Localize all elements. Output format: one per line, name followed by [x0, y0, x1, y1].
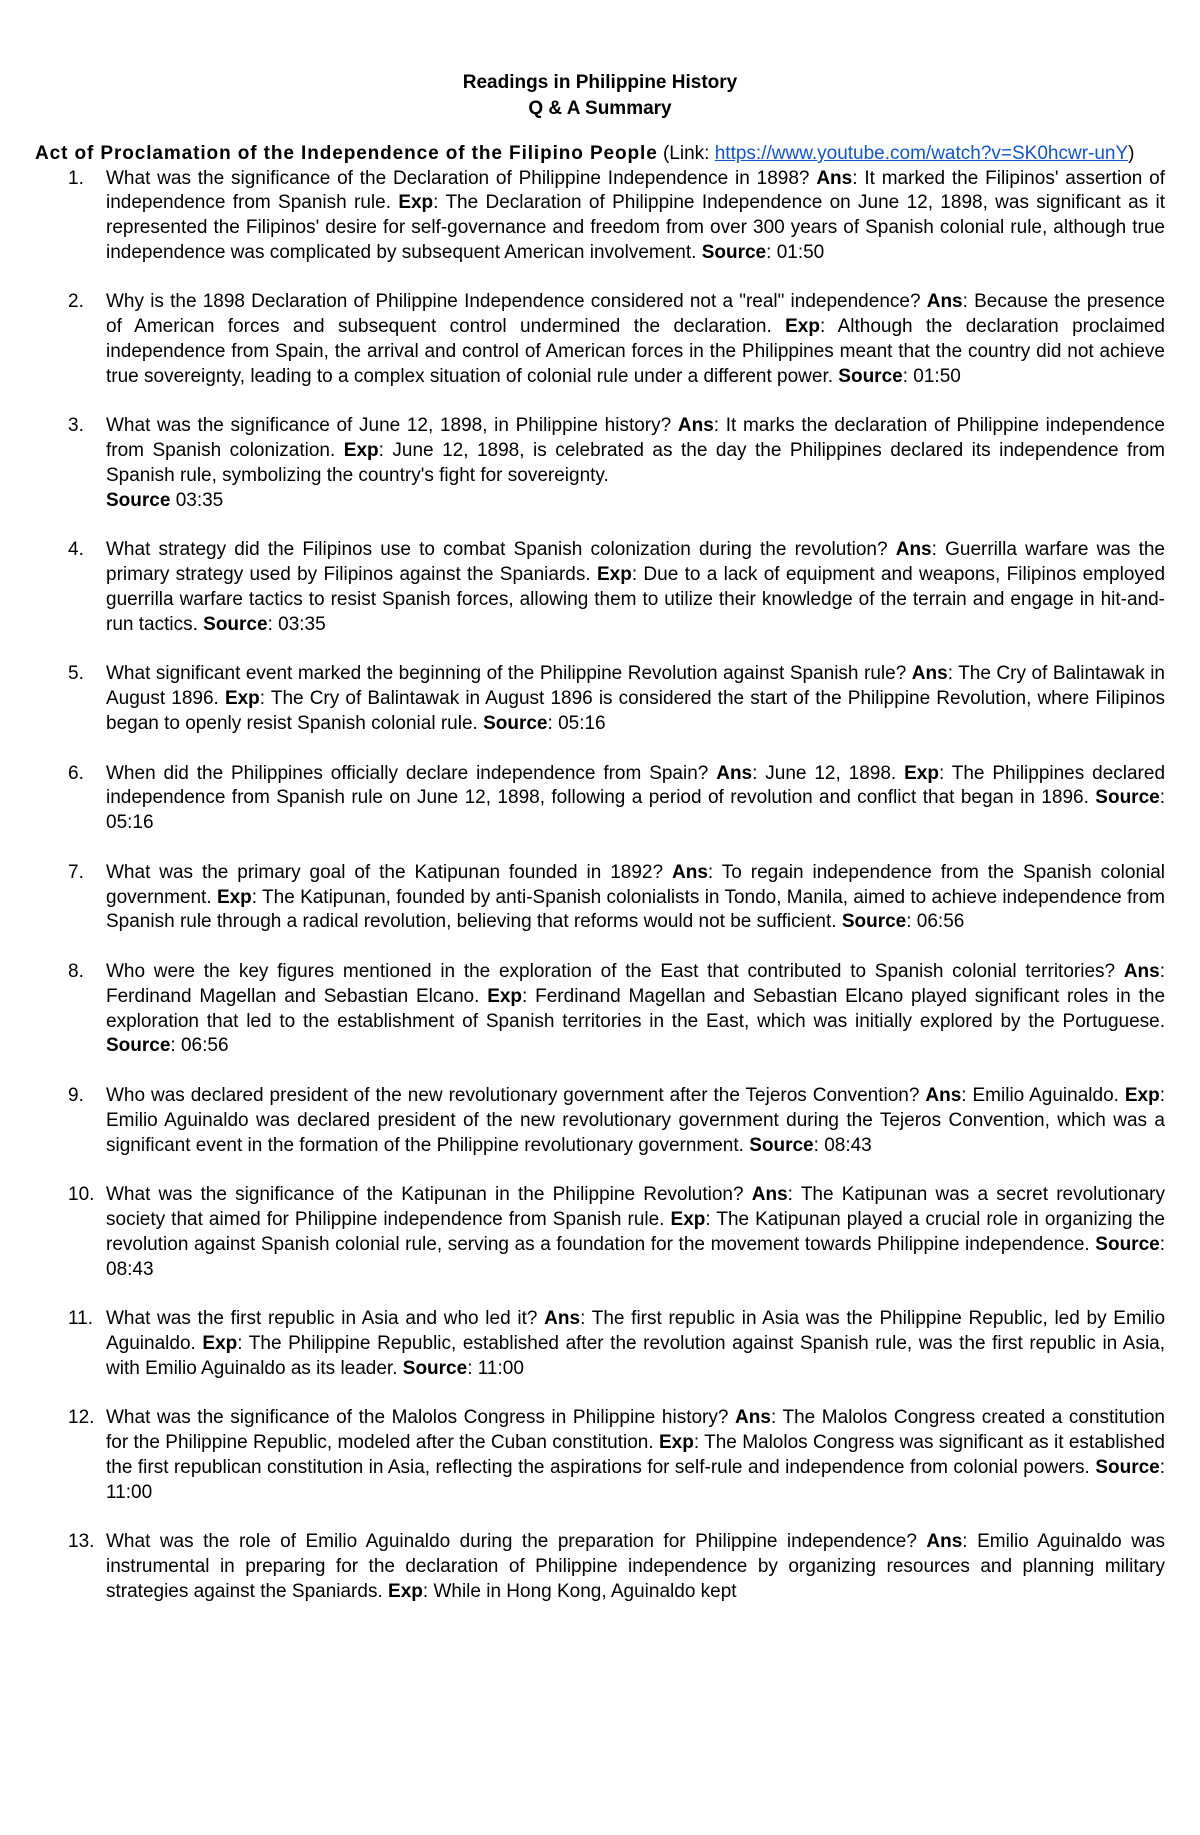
question-text: What was the primary goal of the Katipunan founded in 1892? [106, 861, 664, 883]
answer-label: Ans [911, 663, 948, 685]
answer-text: The Katipunan was a secret revolutionary society that aimed for Philippine independence from Spanish rule. [106, 1184, 1165, 1230]
source-ref: Source: 05:16 [483, 713, 606, 735]
explanation-label: Exp [202, 1332, 238, 1354]
source-timestamp: 03:35 [175, 489, 224, 511]
item-number: 9. [68, 1084, 84, 1106]
answer-text: It marks the declaration of Philippine independence from Spanish colonization. [106, 415, 1165, 462]
answer-text: Emilio Aguinaldo was instrumental in preparing for the declaration of Philippine independence by organizing resources and planning military strategies against the Spaniards. [106, 1531, 1166, 1602]
answer-label: Ans [816, 167, 853, 189]
item-number: 7. [68, 861, 84, 883]
source-ref: Source: 08:43 [106, 1233, 1165, 1280]
explanation-text: The Philippines declared independence from Spanish rule on June 12, 1898, following a period of revolution and conflict that began in 1896. [106, 762, 1166, 809]
explanation-text: The Philippine Republic, established after the revolution against Spanish rule, was the first republic in Asia, with Emilio Aguinaldo as its leader. [106, 1332, 1166, 1379]
question-text: Why is the 1898 Declaration of Philippine Independence considered not a "real" independence? [106, 291, 921, 313]
source-ref: Source: 03:35 [203, 613, 326, 635]
source-timestamp: 06:56 [916, 911, 965, 933]
answer-label: Ans [672, 861, 708, 883]
item-number: 2. [68, 291, 84, 313]
answer-label: Ans [751, 1184, 788, 1206]
source-ref: Source: 11:00 [402, 1357, 524, 1379]
explanation-label: Exp [224, 688, 260, 710]
source-ref: Source: 08:43 [749, 1134, 872, 1156]
explanation-label: Exp [398, 192, 434, 214]
source-label: Source [1095, 1456, 1160, 1478]
answer-text: Guerrilla warfare was the primary strategy used by Filipinos against the Spaniards. [106, 539, 1165, 586]
answer-label: Ans [895, 539, 932, 561]
source-label: Source [402, 1357, 468, 1379]
qa-item: 10. What was the significance of the Katipunan in the Philippine Revolution? Ans: The Katipunan was a secret revolutionary society that aimed for Philippine independence from Spanish rule. Exp: The Katipunan played a crucial role in organizing the revolution against Spanish colonial rule, serving as a foundation for the movement towards Philippine independence. Source: 08:43 [68, 1184, 1165, 1280]
explanation-label: Exp [785, 316, 820, 338]
explanation-text: The Malolos Congress was significant as it established the first republican constitution in Asia, reflecting the aspirations for self-rule and independence from colonial powers. [106, 1432, 1165, 1478]
explanation-text: The Declaration of Philippine Independence on June 12, 1898, was significant as it represented the Filipinos' desire for self-governance and freedom from over 300 years of Spanish colonial rule, although true independence was complicated by subsequent American involvement. [106, 192, 1165, 263]
video-link[interactable]: https://www.youtube.com/watch?v=SK0hcwr-unY [714, 143, 1129, 164]
qa-item: 1. What was the significance of the Declaration of Philippine Independence in 1898? Ans: It marked the Filipinos' assertion of independence from Spanish rule. Exp: The Declaration of Philippine Independence on June 12, 1898, was significant as it represented the Filipinos' desire for self-governance and freedom from over 300 years of Spanish colonial rule, although true independence was complicated by subsequent American involvement. Source: 01:50 [68, 167, 1166, 263]
explanation-text: Due to a lack of equipment and weapons, Filipinos employed guerrilla warfare tactics to resist Spanish forces, allowing them to utilize their knowledge of the terrain and engage in hit-and-run tactics. [106, 564, 1166, 635]
explanation-label: Exp [1124, 1084, 1160, 1106]
question-text: What was the significance of June 12, 1898, in Philippine history? [106, 415, 672, 437]
section-title: Act of Proclamation of the Independence of the Filipino People [35, 143, 658, 164]
answer-text: To regain independence from the Spanish colonial government. [106, 861, 1166, 908]
qa-item: 11. What was the first republic in Asia and who led it? Ans: The first republic in Asia was the Philippine Republic, led by Emilio Aguinaldo. Exp: The Philippine Republic, established after the revolution against Spanish rule, was the first republic in Asia, with Emilio Aguinaldo as its leader. Source: 11:00 [68, 1308, 1166, 1379]
link-suffix: ) [1128, 143, 1135, 164]
qa-item: 4. What strategy did the Filipinos use to combat Spanish colonization during the revolution? Ans: Guerrilla warfare was the primary strategy used by Filipinos against the Spaniards. Exp: Due to a lack of equipment and weapons, Filipinos employed guerrilla warfare tactics to resist Spanish forces, allowing them to utilize their knowledge of the terrain and engage in hit-and-run tactics. Source: 03:35 [68, 539, 1166, 635]
explanation-label: Exp [487, 985, 523, 1007]
source-ref: Source: 11:00 [106, 1456, 1166, 1503]
explanation-text: Although the declaration proclaimed independence from Spain, the arrival and control of American forces in the Philippines meant that the country did not achieve true sovereignty, leading to a complex situation of colonial rule under a different power. [106, 316, 1165, 387]
item-number: 10. [68, 1184, 95, 1206]
item-number: 11. [68, 1308, 94, 1330]
item-number: 5. [68, 663, 84, 685]
source-timestamp: 01:50 [913, 365, 961, 387]
explanation-text: The Cry of Balintawak in August 1896 is considered the start of the Philippine Revolution, where Filipinos began to openly resist Spanish colonial rule. [106, 688, 1166, 735]
source-label: Source [749, 1134, 814, 1156]
source-ref: Source: 01:50 [838, 365, 961, 387]
item-number: 8. [68, 961, 84, 982]
explanation-text: The Katipunan, founded by anti-Spanish colonialists in Tondo, Manila, aimed to achieve independence from Spanish rule through a radical revolution, believing that reforms would not be sufficient. [106, 886, 1166, 933]
answer-text: Ferdinand Magellan and Sebastian Elcano. [106, 985, 480, 1007]
source-label: Source [483, 713, 548, 735]
explanation-label: Exp [388, 1580, 423, 1602]
question-text: What significant event marked the beginning of the Philippine Revolution against Spanish rule? [106, 663, 907, 685]
answer-text: Because the presence of American forces and subsequent control undermined the declaration. [106, 291, 1166, 338]
qa-item: 3. What was the significance of June 12, 1898, in Philippine history? Ans: It marks the declaration of Philippine independence from Spanish colonization. Exp: June 12, 1898, is celebrated as the day the Philippines declared its independence from Spanish rule, symbolizing the country's fight for sovereignty. Source 03:35 [35, 414, 1165, 513]
source-label: Source [106, 1035, 171, 1057]
explanation-text: June 12, 1898, is celebrated as the day the Philippines declared its independence from Spanish rule, symbolizing the country's fight for sovereignty. [106, 440, 1166, 487]
explanation-label: Exp [904, 762, 939, 784]
qa-item: 5. What significant event marked the beginning of the Philippine Revolution against Spanish rule? Ans: The Cry of Balintawak in August 1896. Exp: The Cry of Balintawak in August 1896 is considered the start of the Philippine Revolution, where Filipinos began to openly resist Spanish colonial rule. Source: 05:16 [68, 663, 1166, 735]
qa-item: 7. What was the primary goal of the Katipunan founded in 1892? Ans: To regain independence from the Spanish colonial government. Exp: The Katipunan, founded by anti-Spanish colonialists in Tondo, Manila, aimed to achieve independence from Spanish rule through a radical revolution, believing that reforms would not be sufficient. Source: 06:56 [68, 861, 1166, 933]
answer-label: Ans [544, 1308, 581, 1330]
source-timestamp: 05:16 [106, 812, 154, 834]
answer-text: The first republic in Asia was the Philippine Republic, led by Emilio Aguinaldo. [106, 1308, 1166, 1354]
item-number: 6. [68, 762, 84, 784]
question-text: What strategy did the Filipinos use to combat Spanish colonization during the revolution? [106, 539, 888, 561]
document-page [35, 70, 1165, 1630]
qa-item: 2. Why is the 1898 Declaration of Philippine Independence considered not a "real" independence? Ans: Because the presence of American forces and subsequent control undermined the declaration. Exp: Although the declaration proclaimed independence from Spain, the arrival and control of American forces in the Philippines meant that the country did not achieve true sovereignty, leading to a complex situation of colonial rule under a different power. Source: 01:50 [68, 291, 1166, 387]
explanation-text: The Katipunan played a crucial role in organizing the revolution against Spanish colonial rule, serving as a foundation for the movement towards Philippine independence. [106, 1208, 1165, 1255]
source-timestamp: 03:35 [278, 613, 326, 635]
source-ref: Source: 06:56 [106, 1035, 229, 1057]
source-timestamp: 11:00 [106, 1481, 153, 1503]
qa-item: 13. What was the role of Emilio Aguinaldo during the preparation for Philippine independence? Ans: Emilio Aguinaldo was instrumental in preparing for the declaration of Philippine independence by organizing resources and planning military strategies against the Spaniards. Exp: While in Hong Kong, Aguinaldo kept [68, 1531, 1166, 1602]
answer-label: Ans [716, 762, 753, 784]
document-subtitle: Q & A Summary [528, 98, 672, 119]
source-timestamp: 05:16 [558, 713, 606, 735]
question-text: What was the significance of the Katipunan in the Philippine Revolution? [106, 1184, 744, 1206]
answer-text: June 12, 1898. [765, 762, 897, 784]
answer-text: It marked the Filipinos' assertion of independence from Spanish rule. [106, 167, 1166, 214]
question-text: What was the role of Emilio Aguinaldo during the preparation for Philippine independence? [106, 1531, 917, 1553]
source-label: Source [203, 613, 268, 635]
question-text: Who was declared president of the new revolutionary government after the Tejeros Convention? [106, 1084, 920, 1106]
source-timestamp: 08:43 [824, 1134, 872, 1156]
item-number: 1. [68, 167, 84, 189]
item-number: 13. [68, 1531, 95, 1553]
question-text: What was the first republic in Asia and who led it? [106, 1308, 538, 1330]
explanation-label: Exp [216, 886, 252, 908]
document-title: Readings in Philippine History [462, 72, 738, 93]
source-label: Source [106, 489, 171, 511]
answer-text: The Malolos Congress created a constitution for the Philippine Republic, modeled after the Cuban constitution. [106, 1407, 1165, 1454]
source-label: Source [838, 365, 903, 387]
source-ref [106, 489, 1165, 514]
source-label: Source [841, 911, 907, 933]
explanation-label: Exp [596, 564, 632, 586]
explanation-text: While in Hong Kong, Aguinaldo kept [433, 1580, 737, 1602]
explanation-text: Ferdinand Magellan and Sebastian Elcano played significant roles in the exploration that led to the establishment of Spanish territories in the East, which was initially explored by the Portuguese. [106, 985, 1166, 1032]
answer-text: The Cry of Balintawak in August 1896. [106, 663, 1165, 710]
question-text: Who were the key figures mentioned in the exploration of the East that contributed to Spanish colonial territories? [106, 961, 1116, 982]
answer-label: Ans [925, 1084, 962, 1106]
answer-text: Emilio Aguinaldo. [972, 1084, 1119, 1106]
qa-item: 8. Who were the key figures mentioned in the exploration of the East that contributed to Spanish colonial territories? Ans: Ferdinand Magellan and Sebastian Elcano. Exp: Ferdinand Magellan and Sebastian Elcano played significant roles in the exploration that led to the establishment of Spanish territories in the East, which was initially explored by the Portuguese. Source: 06:56 [68, 961, 1166, 1057]
answer-label: Ans [926, 1531, 963, 1553]
source-timestamp: 08:43 [106, 1258, 154, 1280]
source-timestamp: 06:56 [180, 1035, 229, 1057]
question-text: When did the Philippines officially declare independence from Spain? [106, 762, 709, 784]
source-label: Source [1095, 787, 1160, 809]
source-ref: Source: 06:56 [841, 911, 965, 933]
item-number: 3. [68, 415, 84, 437]
explanation-label: Exp [670, 1208, 706, 1230]
source-ref: Source: 01:50 [701, 241, 825, 263]
answer-label: Ans [926, 291, 963, 313]
qa-item: 12. What was the significance of the Malolos Congress in Philippine history? Ans: The Malolos Congress created a constitution for the Philippine Republic, modeled after the Cuban constitution. Exp: The Malolos Congress was significant as it established the first republican constitution in Asia, reflecting the aspirations for self-rule and independence from colonial powers. Source: 11:00 [68, 1407, 1166, 1503]
explanation-label: Exp [343, 440, 379, 462]
source-label: Source [701, 241, 767, 263]
answer-label: Ans [1123, 961, 1160, 982]
source-label: Source [1095, 1233, 1160, 1255]
answer-label: Ans [735, 1407, 771, 1429]
source-timestamp: 11:00 [477, 1357, 524, 1379]
source-timestamp: 01:50 [776, 241, 825, 263]
item-number: 4. [68, 539, 84, 561]
qa-list [35, 167, 1165, 1605]
qa-item: 6. When did the Philippines officially declare independence from Spain? Ans: June 12, 1898. Exp: The Philippines declared independence from Spanish rule on June 12, 1898, following a period of revolution and conflict that began in 1896. Source: 05:16 [68, 762, 1166, 834]
link-prefix: (Link: [662, 143, 715, 164]
explanation-label: Exp [658, 1432, 694, 1454]
section-heading [35, 142, 1165, 167]
item-number: 12. [68, 1407, 95, 1429]
answer-label: Ans [677, 415, 714, 437]
explanation-text: Emilio Aguinaldo was declared president of the new revolutionary government during the Tejeros Convention, which was a significant event in the formation of the Philippine revolutionary government. [106, 1109, 1165, 1156]
qa-item: 9. Who was declared president of the new revolutionary government after the Tejeros Convention? Ans: Emilio Aguinaldo. Exp: Emilio Aguinaldo was declared president of the new revolutionary government during the Tejeros Convention, which was a significant event in the formation of the Philippine revolutionary government. Source: 08:43 [68, 1084, 1166, 1156]
question-text: What was the significance of the Malolos Congress in Philippine history? [106, 1407, 729, 1429]
question-text: What was the significance of the Declaration of Philippine Independence in 1898? [106, 167, 810, 189]
source-ref: Source: 05:16 [106, 787, 1165, 834]
